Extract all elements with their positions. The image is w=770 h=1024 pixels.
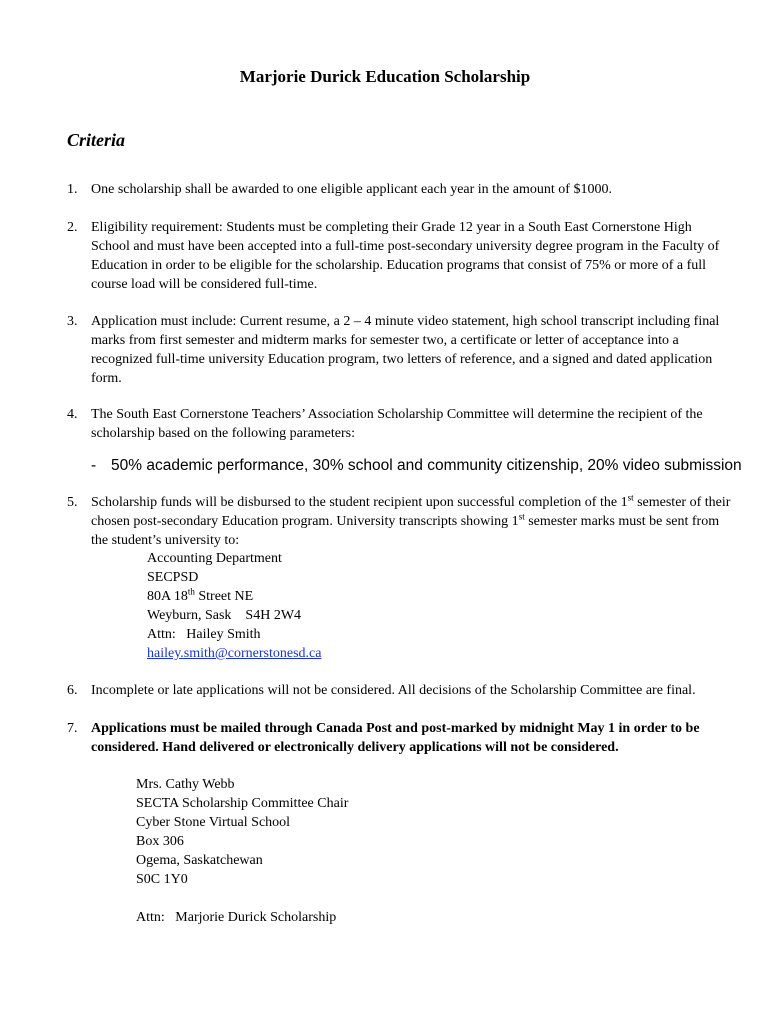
criteria-item-4: The South East Cornerstone Teachers’ Association Scholarship Committee will determine the recipient of the scholarship based on the following parameters: <box>91 407 703 441</box>
address-line: Weyburn, Sask S4H 2W4 <box>147 608 302 623</box>
address-line: S0C 1Y0 <box>136 872 188 887</box>
criteria-item-3: Application must include: Current resume, a 2 – 4 minute video statement, high school transcript including final marks from first semester and midterm marks for semester two, a certificate or letter of acceptance into a recognized full-time university Education program, two letters of reference, and a signed and dated application form. <box>91 314 720 386</box>
street-name: Street NE <box>194 589 254 604</box>
address-line: SECPSD <box>147 570 199 585</box>
item-5-text-a: Scholarship funds will be disbursed to the student recipient upon successful completion of the 1 <box>91 495 628 510</box>
item-number: 4. <box>67 407 78 422</box>
section-heading: Criteria <box>67 130 126 150</box>
mailing-address <box>136 775 348 927</box>
address-line: Box 306 <box>136 834 184 849</box>
item-number: 7. <box>67 721 78 736</box>
item-number: 2. <box>67 220 78 235</box>
criteria-item-6: Incomplete or late applications will not be considered. All decisions of the Scholarship Committee are final. <box>91 683 696 698</box>
bullet-dash: - <box>91 457 97 474</box>
criteria-item-5 <box>91 493 731 550</box>
criteria-item-1: One scholarship shall be awarded to one eligible applicant each year in the amount of $1000. <box>91 182 612 197</box>
address-attn: Attn: Hailey Smith <box>147 627 261 642</box>
address-line: Accounting Department <box>147 551 282 566</box>
criteria-item-2: Eligibility requirement: Students must be completing their Grade 12 year in a South East Cornerstone High School and must have been accepted into a full-time post-secondary university degree program in the Faculty of Education in order to be eligible for the scholarship. Education programs that consist of 75% or more of a full course load will be considered full-time. <box>91 220 720 292</box>
address-attn: Attn: Marjorie Durick Scholarship <box>136 910 337 925</box>
parameters-bullet <box>91 456 742 476</box>
address-line: Ogema, Saskatchewan <box>136 853 263 868</box>
item-5-text-c: semester marks must be sent from the student’s university to: <box>91 514 720 548</box>
page-title: Marjorie Durick Education Scholarship <box>239 67 531 86</box>
item-5-text-b: semester of their chosen post-secondary Education program. University transcripts showing 1 <box>91 495 731 529</box>
address-line: SECTA Scholarship Committee Chair <box>136 796 349 811</box>
criteria-item-7: Applications must be mailed through Canada Post and post-marked by midnight May 1 in order to be considered. Hand delivered or electronically delivery applications will not be considered. <box>91 721 700 755</box>
ordinal-suffix: st <box>627 492 634 503</box>
item-number: 1. <box>67 182 78 197</box>
address-line: Cyber Stone Virtual School <box>136 815 291 830</box>
bullet-text: 50% academic performance, 30% school and community citizenship, 20% video submission <box>111 457 742 474</box>
address-line <box>147 587 322 606</box>
ordinal-suffix: st <box>518 511 525 522</box>
address-line: Mrs. Cathy Webb <box>136 777 235 792</box>
ordinal-suffix: th <box>187 586 195 597</box>
accounting-address <box>147 549 322 663</box>
item-number: 6. <box>67 683 78 698</box>
item-number: 3. <box>67 314 78 329</box>
street-number: 80A 18 <box>147 589 188 604</box>
email-link[interactable]: hailey.smith@cornerstonesd.ca <box>147 646 322 661</box>
item-number: 5. <box>67 495 78 510</box>
